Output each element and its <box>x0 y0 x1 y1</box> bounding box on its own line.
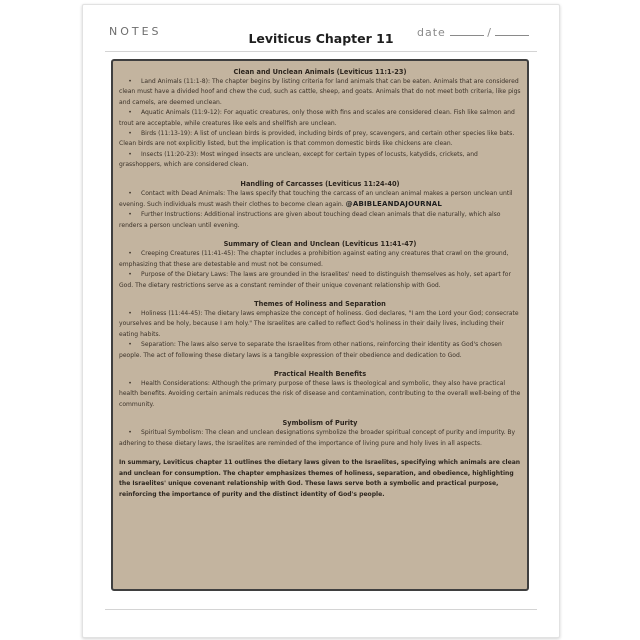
list-item <box>119 379 521 410</box>
bullet: • <box>128 189 132 197</box>
list-item <box>119 249 521 270</box>
page-title: Leviticus Chapter 11 <box>248 31 394 46</box>
bullet: • <box>128 78 132 85</box>
bullet: • <box>128 250 132 258</box>
item-text: Separation: The laws also serve to separate the Israelites from other nations, reinforcing their identity as God's chosen people. The act of following these dietary laws is a tangible expression of their obedience and dedication to God. <box>119 341 502 359</box>
item-text: Health Considerations: Although the primary purpose of these laws is theological and symbolic, they also have practical health benefits. Avoiding certain animals reduces the risk of disease and contamination, contributing to the overall well-being of the community. <box>119 379 521 408</box>
list-item <box>119 150 521 171</box>
footer-divider <box>105 609 537 610</box>
notes-content <box>111 59 529 591</box>
bullet: • <box>128 130 132 138</box>
date-field <box>417 25 529 39</box>
list-item <box>119 270 521 291</box>
item-text: Purpose of the Dietary Laws: The laws are grounded in the Israelites' need to distinguish themselves as holy, set apart for God. The dietary restrictions serve as a constant reminder of their unique covenant relationship with God. <box>119 271 511 289</box>
section-title: Practical Health Benefits <box>273 369 367 378</box>
item-text: Aquatic Animals (11:9-12): For aquatic creatures, only those with fins and scales are considered clean. Fish like salmon and trout are acceptable, while creatures like eels and shellfish are unclean. <box>119 109 515 127</box>
list-item <box>119 428 521 449</box>
section-title: Themes of Holiness and Separation <box>254 299 386 308</box>
list-item <box>119 189 521 211</box>
section-title: Clean and Unclean Animals (Leviticus 11:1-23) <box>233 68 407 76</box>
bullet: • <box>128 379 132 387</box>
page-header <box>83 5 559 53</box>
bullet: • <box>128 341 132 349</box>
item-text: Holiness (11:44-45): The dietary laws emphasize the concept of holiness. God declares, "I am the Lord your God; consecrate yourselves and be holy, because I am holy." The Israelites are called to reflect God's holiness in their daily lives, including their eating habits. <box>119 309 519 338</box>
bullet: • <box>128 309 132 317</box>
watermark: @ABIBLEANDAJOURNAL <box>345 200 443 209</box>
list-item <box>119 340 521 361</box>
list-item <box>119 309 521 340</box>
item-text: Further Instructions: Additional instructions are given about touching dead clean animals that die naturally, which also renders a person unclean until evening. <box>119 211 501 229</box>
section-title: Handling of Carcasses (Leviticus 11:24-40) <box>240 179 400 188</box>
date-blank-2 <box>495 25 529 36</box>
item-text: Contact with Dead Animals: The laws specify that touching the carcass of an unclean animal makes a person unclean until evening. Such individuals must wash their clothes to become clean again. <box>119 189 513 209</box>
bullet: • <box>128 150 132 158</box>
date-label: date <box>416 26 446 39</box>
date-blank-1 <box>450 25 484 36</box>
bullet: • <box>128 211 132 219</box>
list-item <box>119 129 521 150</box>
list-item <box>119 77 521 108</box>
item-text: Insects (11:20-23): Most winged insects are unclean, except for certain types of locusts, katydids, crickets, and grasshoppers, which are considered clean. <box>119 150 478 169</box>
notes-page <box>82 4 560 638</box>
list-item <box>119 210 521 231</box>
section-title: Symbolism of Purity <box>282 419 358 428</box>
notes-label: NOTES <box>109 25 162 38</box>
section-title: Summary of Clean and Unclean (Leviticus 11:41-47) <box>223 240 417 249</box>
list-item <box>119 108 521 129</box>
item-text: Birds (11:13-19): A list of unclean birds is provided, including birds of prey, scavengers, and certain other species like bats. Clean birds are not explicitly listed, but the implication is that common domestic birds like chickens are clean. <box>119 130 515 148</box>
item-text: Land Animals (11:1-8): The chapter begins by listing criteria for land animals that can be eaten. Animals that are considered clean must have a divided hoof and chew the cud, such as cattle, sheep, and goats. Animals that do not meet both criteria, like pigs and camels, are deemed unclean. <box>119 78 521 106</box>
item-text: Creeping Creatures (11:41-45): The chapter includes a prohibition against eating any creatures that crawl on the ground, emphasizing that these are detestable and must not be consumed. <box>119 250 509 268</box>
summary-paragraph: In summary, Leviticus chapter 11 outlines the dietary laws given to the Israelites, specifying which animals are clean and unclean for consumption. The chapter emphasizes themes of holiness, separation, and obedience, highlighting the Israelites' unique covenant relationship with God. These laws serve both a symbolic and practical purpose, reinforcing the importance of purity and the distinct identity of God's people. <box>119 458 521 498</box>
item-text: Spiritual Symbolism: The clean and unclean designations symbolize the broader spiritual concept of purity and impurity. By adhering to these dietary laws, the Israelites are reminded of the importance of living pure and holy lives in all aspects. <box>119 429 516 447</box>
header-divider <box>105 51 537 52</box>
bullet: • <box>128 271 132 279</box>
bullet: • <box>128 109 132 117</box>
date-separator: / <box>487 26 492 39</box>
bullet: • <box>128 429 132 437</box>
